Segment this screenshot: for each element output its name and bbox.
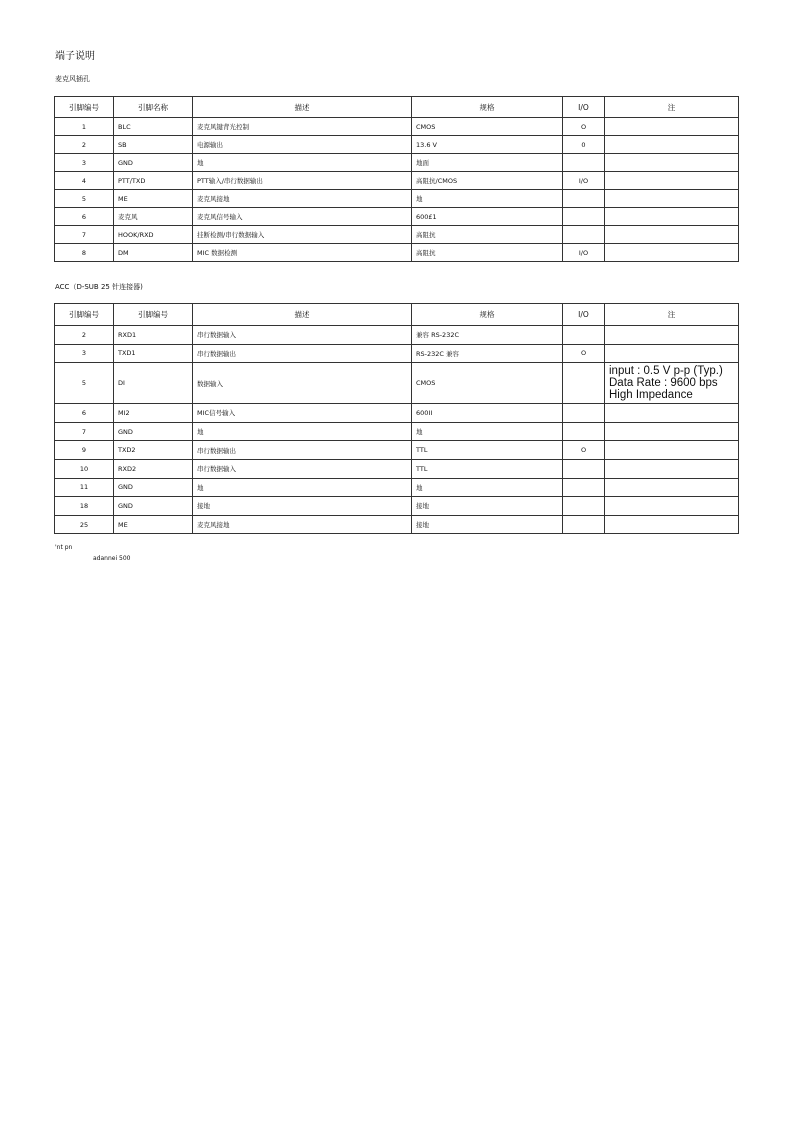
pin-number-cell: 6 [55, 208, 114, 226]
di-note-line: Data Rate : 9600 bps [609, 377, 718, 390]
table-row [55, 226, 739, 244]
page-title: 端子说明 [55, 51, 95, 62]
spec-cell: 13.6 V [412, 136, 563, 154]
header-pin-number: 引脚编号 [55, 304, 114, 326]
description-cell: 挂断检测/串行数据输入 [193, 226, 412, 244]
pin-number-cell: 11 [55, 478, 114, 497]
io-cell: O [563, 441, 605, 460]
io-cell [563, 363, 605, 404]
header-note: 注 [605, 97, 739, 118]
note-cell [605, 208, 739, 226]
spec-cell: RS-232C 兼容 [412, 344, 563, 363]
note-cell [605, 459, 739, 478]
header-description: 描述 [193, 304, 412, 326]
spec-cell: TTL [412, 441, 563, 460]
note-cell [605, 326, 739, 345]
pin-name-cell: GND [114, 154, 193, 172]
description-cell: 麦克风信号输入 [193, 208, 412, 226]
acc-section-title: ACC（D-SUB 25 针连接器) [55, 283, 143, 291]
pin-name-cell: GND [114, 478, 193, 497]
note-cell [605, 226, 739, 244]
io-cell: 0 [563, 136, 605, 154]
header-spec: 规格 [412, 97, 563, 118]
table-row [55, 208, 739, 226]
table-row [55, 497, 739, 516]
table-row [55, 515, 739, 534]
description-cell: 串行数据输出 [193, 344, 412, 363]
pin-number-cell: 8 [55, 244, 114, 262]
note-cell [605, 344, 739, 363]
spec-cell: 接地 [412, 515, 563, 534]
pin-number-cell: 1 [55, 118, 114, 136]
pin-name-cell: PTT/TXD [114, 172, 193, 190]
header-description: 描述 [193, 97, 412, 118]
table-row [55, 363, 739, 404]
pin-name-cell: ME [114, 515, 193, 534]
table-row [55, 172, 739, 190]
pin-name-cell: TXD1 [114, 344, 193, 363]
note-cell [605, 118, 739, 136]
description-cell: MIC 数据检测 [193, 244, 412, 262]
pin-number-cell: 3 [55, 154, 114, 172]
header-pin-name: 引脚名称 [114, 97, 193, 118]
pin-number-cell: 5 [55, 190, 114, 208]
table-row [55, 244, 739, 262]
pin-number-cell: 2 [55, 326, 114, 345]
note-cell [605, 422, 739, 441]
footer-text-1: 'nt pn [55, 544, 73, 551]
note-cell [605, 441, 739, 460]
spec-cell: CMOS [412, 363, 563, 404]
table-row [55, 326, 739, 345]
io-cell [563, 515, 605, 534]
header-io: I/O [563, 97, 605, 118]
mic-jack-section-title: 麦克风插孔 [55, 75, 90, 83]
spec-cell: 高阻抗 [412, 226, 563, 244]
description-cell: 麦克风接地 [193, 515, 412, 534]
table-row [55, 422, 739, 441]
description-cell: PTT输入/串行数据输出 [193, 172, 412, 190]
description-cell: 地 [193, 154, 412, 172]
description-cell: 串行数据输入 [193, 326, 412, 345]
spec-cell: 600£1 [412, 208, 563, 226]
pin-number-cell: 18 [55, 497, 114, 516]
note-cell [605, 190, 739, 208]
io-cell [563, 459, 605, 478]
pin-number-cell: 3 [55, 344, 114, 363]
table-row [55, 441, 739, 460]
description-cell: 麦克风键背光控制 [193, 118, 412, 136]
header-pin-number: 引脚编号 [55, 97, 114, 118]
spec-cell: 高阻抗 [412, 244, 563, 262]
pin-number-cell: 4 [55, 172, 114, 190]
spec-cell: 地 [412, 422, 563, 441]
pin-number-cell: 7 [55, 226, 114, 244]
note-cell [605, 404, 739, 423]
pin-name-cell: ME [114, 190, 193, 208]
pin-number-cell: 9 [55, 441, 114, 460]
io-cell: O [563, 344, 605, 363]
description-cell: 串行数据输出 [193, 441, 412, 460]
description-cell: 接地 [193, 497, 412, 516]
header-io: I/O [563, 304, 605, 326]
table-row [55, 344, 739, 363]
table-header-row [55, 304, 739, 326]
note-cell [605, 244, 739, 262]
description-cell: 地 [193, 422, 412, 441]
description-cell: 麦克风接地 [193, 190, 412, 208]
description-cell: MIC信号输入 [193, 404, 412, 423]
pin-name-cell: GND [114, 497, 193, 516]
io-cell [563, 404, 605, 423]
spec-cell: 地面 [412, 154, 563, 172]
pin-name-cell: RXD2 [114, 459, 193, 478]
table-row [55, 459, 739, 478]
description-cell: 数据输入 [193, 363, 412, 404]
table-row [55, 478, 739, 497]
table-row [55, 190, 739, 208]
pin-number-cell: 2 [55, 136, 114, 154]
pin-name-cell: RXD1 [114, 326, 193, 345]
pin-number-cell: 10 [55, 459, 114, 478]
table-row [55, 154, 739, 172]
io-cell [563, 326, 605, 345]
spec-cell: 接地 [412, 497, 563, 516]
io-cell [563, 190, 605, 208]
description-cell: 串行数据输入 [193, 459, 412, 478]
note-cell [605, 515, 739, 534]
pin-number-cell: 7 [55, 422, 114, 441]
description-cell: 地 [193, 478, 412, 497]
pin-name-cell: BLC [114, 118, 193, 136]
pin-name-cell: DM [114, 244, 193, 262]
pin-name-cell: 麦克风 [114, 208, 193, 226]
di-note-line: High Impedance [609, 389, 693, 402]
spec-cell: 地 [412, 478, 563, 497]
spec-cell: 高阻抗/CMOS [412, 172, 563, 190]
io-cell [563, 208, 605, 226]
mic-jack-pin-table [54, 96, 739, 262]
spec-cell: TTL [412, 459, 563, 478]
note-cell [605, 478, 739, 497]
description-cell: 电源输出 [193, 136, 412, 154]
pin-name-cell: SB [114, 136, 193, 154]
pin-number-cell: 25 [55, 515, 114, 534]
io-cell: I/O [563, 172, 605, 190]
pin-number-cell: 6 [55, 404, 114, 423]
spec-cell: 600II [412, 404, 563, 423]
pin-name-cell: GND [114, 422, 193, 441]
pin-number-cell: 5 [55, 363, 114, 404]
header-spec: 规格 [412, 304, 563, 326]
table-row [55, 118, 739, 136]
table-header-row [55, 97, 739, 118]
pin-name-cell: DI [114, 363, 193, 404]
table-row [55, 136, 739, 154]
note-cell [605, 363, 739, 404]
pin-name-cell: MI2 [114, 404, 193, 423]
io-cell [563, 154, 605, 172]
io-cell: O [563, 118, 605, 136]
spec-cell: 地 [412, 190, 563, 208]
spec-cell: CMOS [412, 118, 563, 136]
table-row [55, 404, 739, 423]
io-cell [563, 422, 605, 441]
di-note-line: input : 0.5 V p-p (Typ.) [609, 365, 723, 378]
io-cell: I/O [563, 244, 605, 262]
note-cell [605, 172, 739, 190]
header-note: 注 [605, 304, 739, 326]
footer-text-2: adannei 500 [93, 555, 131, 562]
note-cell [605, 497, 739, 516]
note-cell [605, 154, 739, 172]
io-cell [563, 497, 605, 516]
spec-cell: 兼容 RS-232C [412, 326, 563, 345]
io-cell [563, 478, 605, 497]
note-cell [605, 136, 739, 154]
header-pin-number-2: 引脚编号 [114, 304, 193, 326]
io-cell [563, 226, 605, 244]
acc-pin-table [54, 303, 739, 534]
pin-name-cell: TXD2 [114, 441, 193, 460]
pin-name-cell: HOOK/RXD [114, 226, 193, 244]
